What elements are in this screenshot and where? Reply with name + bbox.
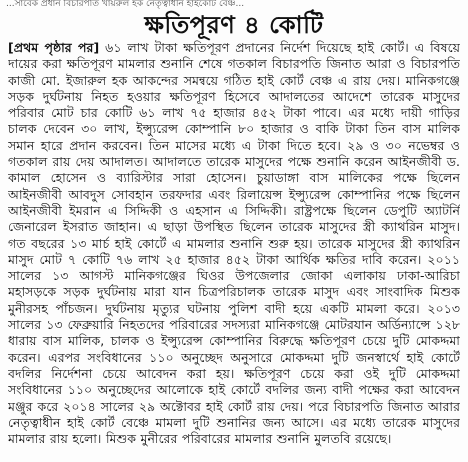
- article-body: [8, 40, 460, 460]
- cut-off-previous-line: ...সাবেক প্রধান বিচারপতি খায়রুল হক নেতৃত্বাধীন হাইকোর্ট বেঞ্চ...: [6, 0, 245, 9]
- continued-from-front-page-label: [প্রথম পৃষ্ঠার পর]: [8, 40, 100, 55]
- headline: ক্ষতিপূরণ ৪ কোটি: [144, 11, 324, 39]
- article-text: ৬১ লাখ টাকা ক্ষতিপূরণ প্রদানের নির্দেশ দিয়েছে হাই কোর্ট। এ বিষয়ে দায়ের করা ক্ষতিপূরণ মামলার শুনানি শেষে গতকাল বিচারপতি জিনাত আরা ও বিচারপতি কাজী মো. ইজারুল হক আকন্দের সমন্বয়ে গঠিত হাই কোর্ট বেঞ্চ এ রায় দেয়। মানিকগঞ্জে সড়ক দুর্ঘটনায় নিহত হওয়ার ক্ষতিপূরণ হিসেবে আদালতের আদেশে তারেক মাসুদের পরিবার মোট চার কোটি ৬১ লাখ ৭৫ হাজার ৪৫২ টাকা পাবে। এর মধ্যে দায়ী গাড়ির চালক দেবেন ৩০ লাখ, ইন্স্যুরেন্স কোম্পানি ৮০ হাজার ও বাকি টাকা তিন বাস মালিক সমান হারে প্রদান করবেন। তিন মাসের মধ্যে এ টাকা দিতে হবে। ২৯ ও ৩০ নভেম্বর ও গতকাল রায় দেয় আদালত। আদালতে তারেক মাসুদের পক্ষে শুনানি করেন আইনজীবী ড. কামাল হোসেন ও ব্যারিস্টার সারা হোসেন। চুয়াডাঙ্গা বাস মালিকের পক্ষে ছিলেন আইনজীবী আবদুস সোবহান তরফদার এবং রিলায়েন্স ইন্স্যুরেন্স কোম্পানির পক্ষে ছিলেন আইনজীবী ইমরান এ সিদ্দিকী ও এহসান এ সিদ্দিকী। রাষ্ট্রপক্ষে ছিলেন ডেপুটি অ্যাটর্নি জেনারেল ইসরাত জাহান। এ ছাড়া উপস্থিত ছিলেন তারেক মাসুদের স্ত্রী ক্যাথরিন মাসুদ। গত বছরের ১৩ মার্চ হাই কোর্টে এ মামলার শুনানি শুরু হয়। তারেক মাসুদের স্ত্রী ক্যাথরিন মাসুদ মোট ৭ কোটি ৭৬ লাখ ২৫ হাজার ৪৫২ টাকা আর্থিক ক্ষতির দাবি করেন। ২০১১ সালের ১৩ আগস্ট মানিকগঞ্জের ঘিওর উপজেলার জোকা এলাকায় ঢাকা-আরিচা মহাসড়কে সড়ক দুর্ঘটনায় মারা যান চিত্রপরিচালক তারেক মাসুদ এবং সাংবাদিক মিশুক মুনীরসহ পাঁচজন। দুর্ঘটনায় মৃত্যুর ঘটনায় পুলিশ বাদী হয়ে একটি মামলা করে। ২০১৩ সালের ১৩ ফেব্রুয়ারি নিহতদের পরিবারের সদস্যরা মানিকগঞ্জে মোটরযান অর্ডিন্যান্সে ১২৮ ধারায় বাস মালিক, চালক ও ইন্স্যুরেন্স কোম্পানির বিরুদ্ধে ক্ষতিপূরণ চেয়ে দুটি মোকদ্দমা করেন। এরপর সংবিধানের ১১০ অনুচ্ছেদ অনুসারে মোকদ্দমা দুটি জনস্বার্থে হাই কোর্টে বদলির নির্দেশনা চেয়ে আবেদন করা হয়। ক্ষতিপূরণ চেয়ে করা ওই দুটি মোকদ্দমা সংবিধানের ১১০ অনুচ্ছেদের আলোকে হাই কোর্টে বদলির জন্য বাদী পক্ষের করা আবেদন মঞ্জুর করে ২০১৪ সালের ২৯ অক্টোবর হাই কোর্ট রায় দেয়। পরে বিচারপতি জিনাত আরার নেতৃত্বাধীন হাই কোর্ট বেঞ্চে মামলা দুটি শুনানির জন্য আসে। এর মধ্যে তারেক মাসুদের মামলার রায় হলো। মিশুক মুনীরের পরিবারের মামলার শুনানি মুলতবি রয়েছে।: [8, 40, 460, 447]
